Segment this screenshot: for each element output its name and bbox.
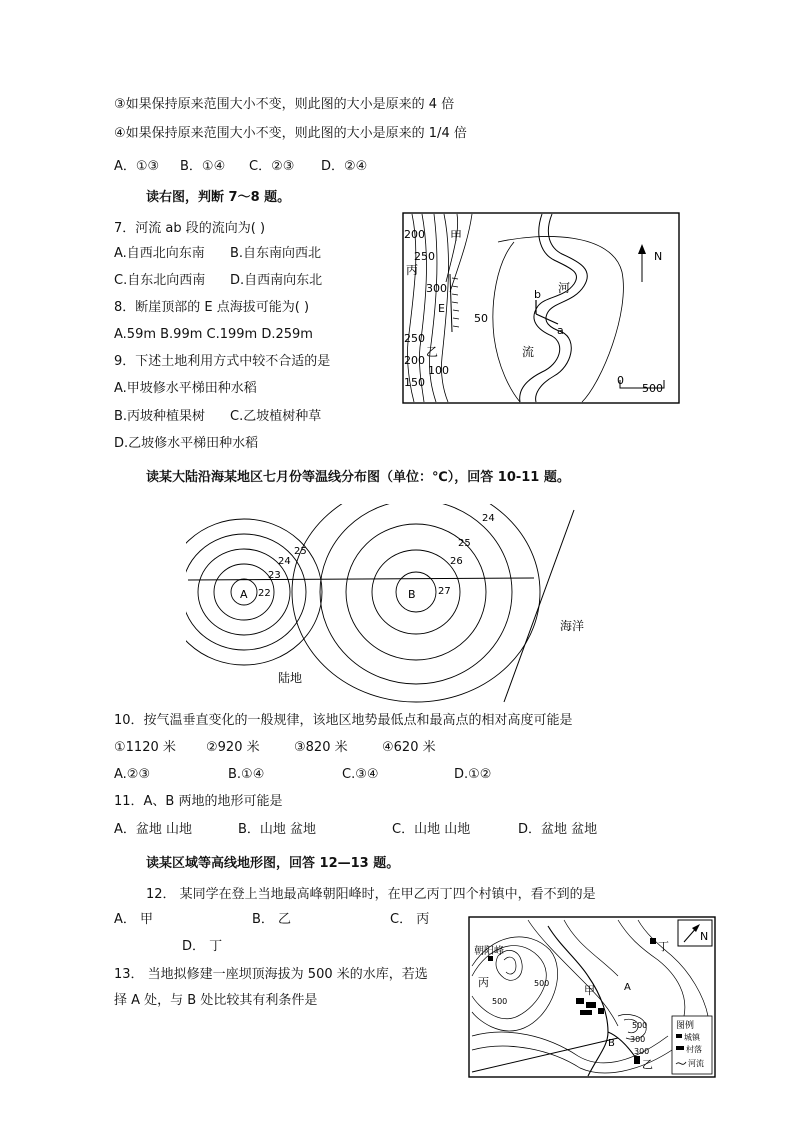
q11-answer-a: A．盆地 山地 bbox=[114, 822, 193, 837]
q10-answers-row bbox=[114, 766, 534, 784]
map3-legend-title: 图例 bbox=[676, 1021, 695, 1031]
answer-d: D．②④ bbox=[321, 159, 368, 174]
map1-contour-200: 200 bbox=[404, 228, 425, 241]
question-11: 11．A、B 两地的地形可能是 bbox=[114, 794, 283, 809]
regional-contour-map bbox=[468, 916, 716, 1078]
section-heading-10-11: 读某大陆沿海某地区七月份等温线分布图（单位：℃），回答 10-11 题。 bbox=[146, 470, 570, 485]
isotherm-label-a: A bbox=[240, 588, 248, 601]
map1-contour-250b: 250 bbox=[404, 332, 425, 345]
map3-label-jia: 甲 bbox=[584, 984, 595, 997]
q8-options: A.59m B.99m C.199m D.259m bbox=[114, 327, 313, 342]
map3-legend-river: 河流 bbox=[688, 1059, 704, 1068]
map1-label-he: 河 bbox=[558, 281, 571, 295]
map1-scale-zero: 0 bbox=[617, 374, 624, 387]
question-8: 8．断崖顶部的 E 点海拔可能为( ) bbox=[114, 300, 310, 315]
map1-contour-50: 50 bbox=[474, 312, 488, 325]
question-7: 7．河流 ab 段的流向为( ) bbox=[114, 221, 266, 236]
question-13-line2: 择 A 处，与 B 处比较其有利条件是 bbox=[114, 993, 318, 1008]
map1-label-liu: 流 bbox=[522, 345, 535, 359]
map1-label-yi: 乙 bbox=[426, 345, 439, 359]
q12-answer-d: D． 丁 bbox=[182, 939, 223, 954]
q10-answer-d: D.①② bbox=[454, 767, 492, 782]
map3-label-yi: 乙 bbox=[642, 1058, 653, 1071]
map3-label-a: A bbox=[624, 982, 631, 993]
q11-answers-row bbox=[114, 821, 614, 839]
section-heading-7-8: 读右图，判断 7～8 题。 bbox=[146, 190, 291, 205]
map3-legend-village: 村落 bbox=[686, 1045, 702, 1054]
map3-contour-300a: 300 bbox=[630, 1035, 646, 1044]
q10-answer-c: C.③④ bbox=[342, 767, 379, 782]
river-contour-map bbox=[402, 212, 680, 404]
map1-contour-300: 300 bbox=[426, 282, 447, 295]
q10-option-3: ③820 米 bbox=[294, 740, 348, 755]
map1-label-b: b bbox=[534, 288, 541, 301]
q10-answer-a: A.②③ bbox=[114, 767, 151, 782]
section-heading-12-13: 读某区域等高线地形图，回答 12—13 题。 bbox=[146, 856, 400, 871]
q11-answer-c: C．山地 山地 bbox=[392, 822, 471, 837]
map3-legend-town: 城镇 bbox=[684, 1033, 700, 1042]
map3-contour-500a: 500 bbox=[534, 979, 550, 988]
q11-answer-b: B．山地 盆地 bbox=[238, 822, 317, 837]
isotherm-b-26: 26 bbox=[450, 556, 463, 567]
isotherm-b-27: 27 bbox=[438, 586, 451, 597]
q9-option-c: C.乙坡植树种草 bbox=[230, 409, 322, 424]
option-3-text: ③如果保持原来范围大小不变，则此图的大小是原来的 4 倍 bbox=[114, 97, 455, 112]
q9-options-row bbox=[114, 408, 374, 426]
isotherm-land-label: 陆地 bbox=[278, 671, 303, 685]
q7-option-c: C.自东北向西南 bbox=[114, 273, 206, 288]
map1-label-a: a bbox=[557, 324, 564, 337]
isotherm-a-22: 22 bbox=[258, 588, 271, 599]
map3-peak-label: 朝阳峰 bbox=[474, 946, 504, 957]
q10-answer-b: B.①④ bbox=[228, 767, 265, 782]
q10-options-row bbox=[114, 739, 474, 757]
map3-contour-500c: 500 bbox=[632, 1021, 648, 1030]
q7-option-b: B.自东南向西北 bbox=[230, 246, 322, 261]
q11-answer-d: D．盆地 盆地 bbox=[518, 822, 598, 837]
q10-option-4: ④620 米 bbox=[382, 740, 436, 755]
question-10: 10．按气温垂直变化的一般规律，该地区地势最低点和最高点的相对高度可能是 bbox=[114, 713, 573, 728]
answer-c: C．②③ bbox=[249, 159, 295, 174]
map3-label-bing: 丙 bbox=[478, 976, 489, 989]
map1-contour-250: 250 bbox=[414, 250, 435, 263]
q12-answers-row1 bbox=[114, 911, 464, 929]
isotherm-a-24: 24 bbox=[278, 556, 291, 567]
question-9: 9．下述土地利用方式中较不合适的是 bbox=[114, 354, 331, 369]
map1-north-label: N bbox=[654, 250, 663, 263]
question-12: 12． 某同学在登上当地最高峰朝阳峰时，在甲乙丙丁四个村镇中，看不到的是 bbox=[146, 887, 596, 902]
isotherm-b-24: 24 bbox=[482, 513, 495, 524]
question-13-line1: 13． 当地拟修建一座坝顶海拔为 500 米的水库，若选 bbox=[114, 967, 428, 982]
map1-scale-end: 500 bbox=[642, 382, 663, 395]
q12-answer-c: C． 丙 bbox=[390, 912, 430, 927]
map1-contour-150: 150 bbox=[404, 376, 425, 389]
map1-contour-200b: 200 bbox=[404, 354, 425, 367]
answer-b: B．①④ bbox=[180, 159, 226, 174]
answer-row-intro bbox=[114, 158, 414, 176]
isotherm-map bbox=[186, 504, 606, 704]
q9-option-a: A.甲坡修水平梯田种水稻 bbox=[114, 381, 257, 396]
map3-label-b: B bbox=[608, 1038, 615, 1049]
map1-label-bing: 丙 bbox=[406, 263, 419, 277]
answer-a: A．①③ bbox=[114, 159, 160, 174]
q7-options-row2 bbox=[114, 272, 384, 290]
map3-label-ding: 丁 bbox=[658, 940, 669, 953]
isotherm-a-25: 25 bbox=[294, 546, 307, 557]
map3-contour-500b: 500 bbox=[492, 997, 508, 1006]
map1-label-e: E bbox=[438, 302, 445, 315]
isotherm-b-25: 25 bbox=[458, 538, 471, 549]
q9-option-d: D.乙坡修水平梯田种水稻 bbox=[114, 436, 259, 451]
isotherm-a-23: 23 bbox=[268, 570, 281, 581]
q12-answer-b: B． 乙 bbox=[252, 912, 292, 927]
q7-option-a: A.自西北向东南 bbox=[114, 246, 205, 261]
q12-answer-a: A． 甲 bbox=[114, 912, 154, 927]
isotherm-label-b: B bbox=[408, 588, 416, 601]
q9-option-b: B.丙坡种植果树 bbox=[114, 409, 206, 424]
map3-north-label: N bbox=[700, 930, 709, 943]
q7-option-d: D.自西南向东北 bbox=[230, 273, 323, 288]
option-4-text: ④如果保持原来范围大小不变，则此图的大小是原来的 1/4 倍 bbox=[114, 126, 467, 141]
isotherm-ocean-label: 海洋 bbox=[560, 619, 585, 633]
map1-contour-100: 100 bbox=[428, 364, 449, 377]
q10-option-1: ①1120 米 bbox=[114, 740, 176, 755]
q10-option-2: ②920 米 bbox=[206, 740, 260, 755]
q7-options-row1 bbox=[114, 245, 384, 263]
map1-label-jia: 甲 bbox=[450, 229, 463, 243]
map3-contour-300b: 300 bbox=[634, 1047, 650, 1056]
